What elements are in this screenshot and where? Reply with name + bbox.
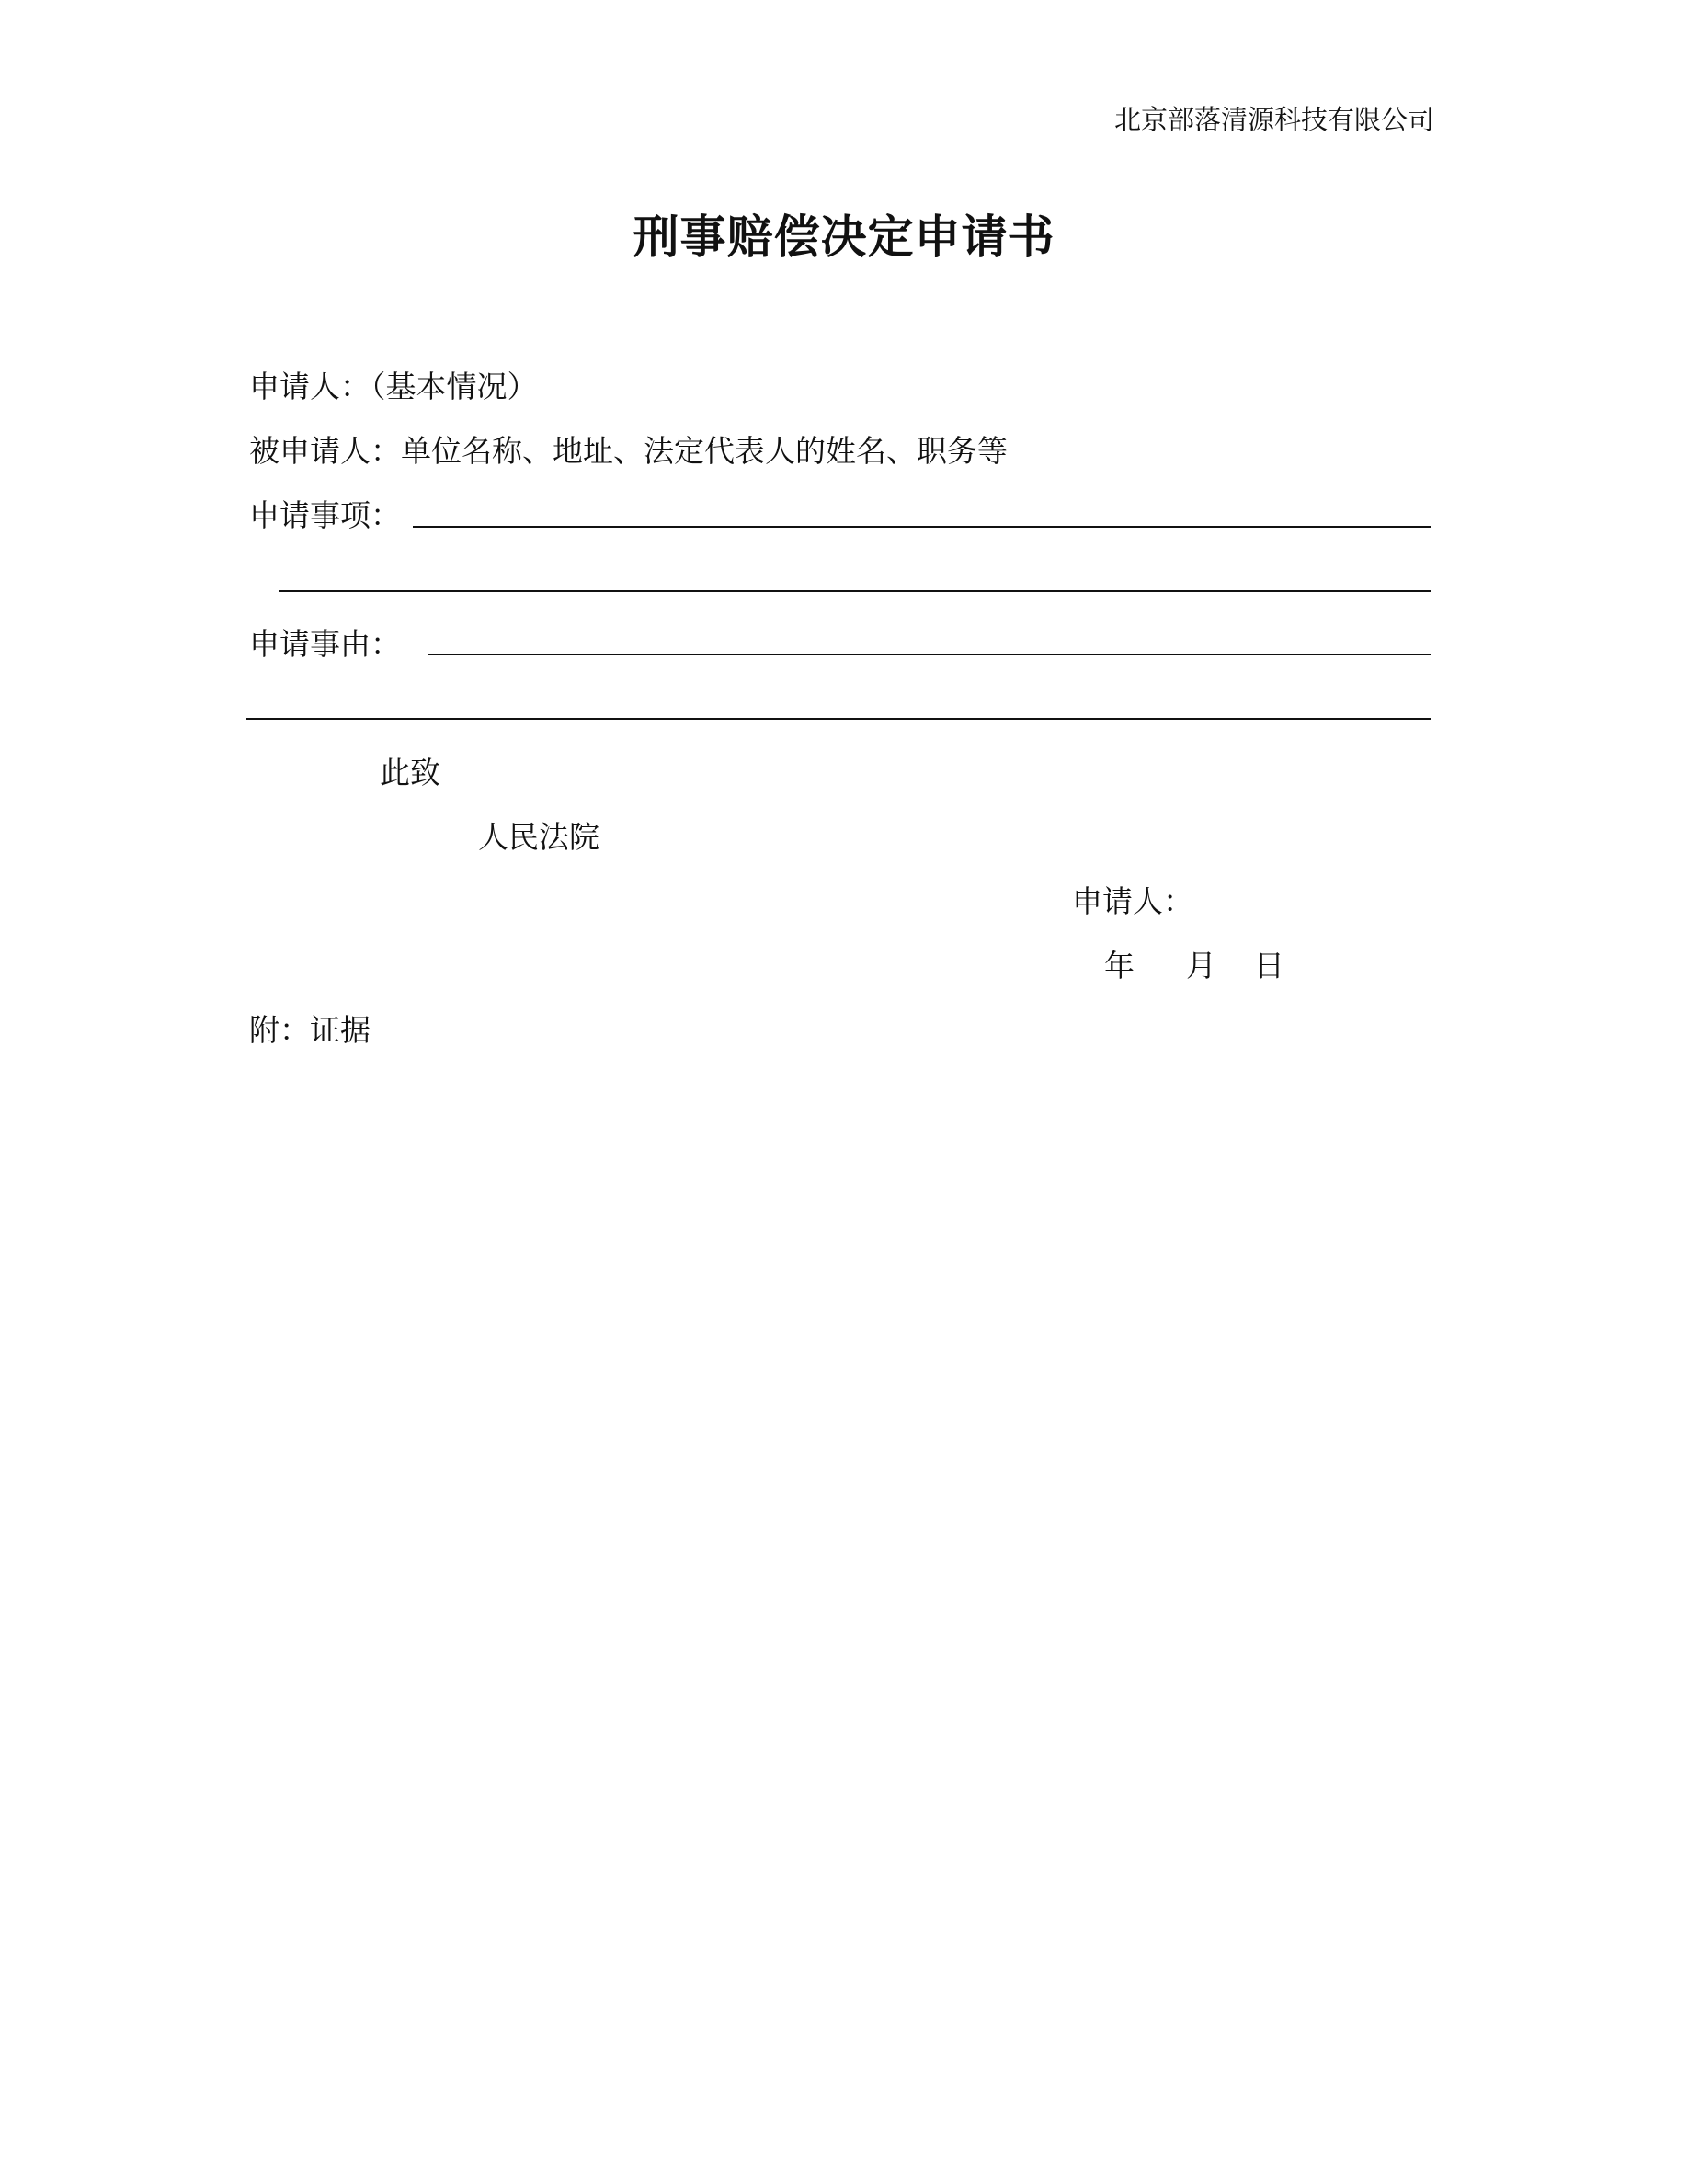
court-name: 人民法院 [478,819,599,855]
date-month: 月 [1186,948,1216,984]
attachment-line: 附：证据 [249,1012,371,1048]
reasons-fill-line-2 [246,718,1431,720]
reasons-fill-line-1 [428,654,1431,655]
respondent-line: 被申请人：单位名称、地址、法定代表人的姓名、职务等 [249,433,1008,469]
document-title: 刑事赔偿决定申请书 [633,210,1055,264]
matters-label: 申请事项： [249,497,401,533]
date-day: 日 [1254,948,1284,984]
date-year: 年 [1104,948,1135,984]
closing-to: 此致 [380,755,440,791]
company-name: 北京部落清源科技有限公司 [1113,104,1434,135]
matters-fill-line-1 [413,526,1431,528]
signature-label: 申请人： [1072,883,1193,919]
reasons-label: 申请事由： [249,626,401,662]
matters-fill-line-2 [279,590,1431,592]
applicant-line: 申请人：（基本情况） [249,369,538,404]
